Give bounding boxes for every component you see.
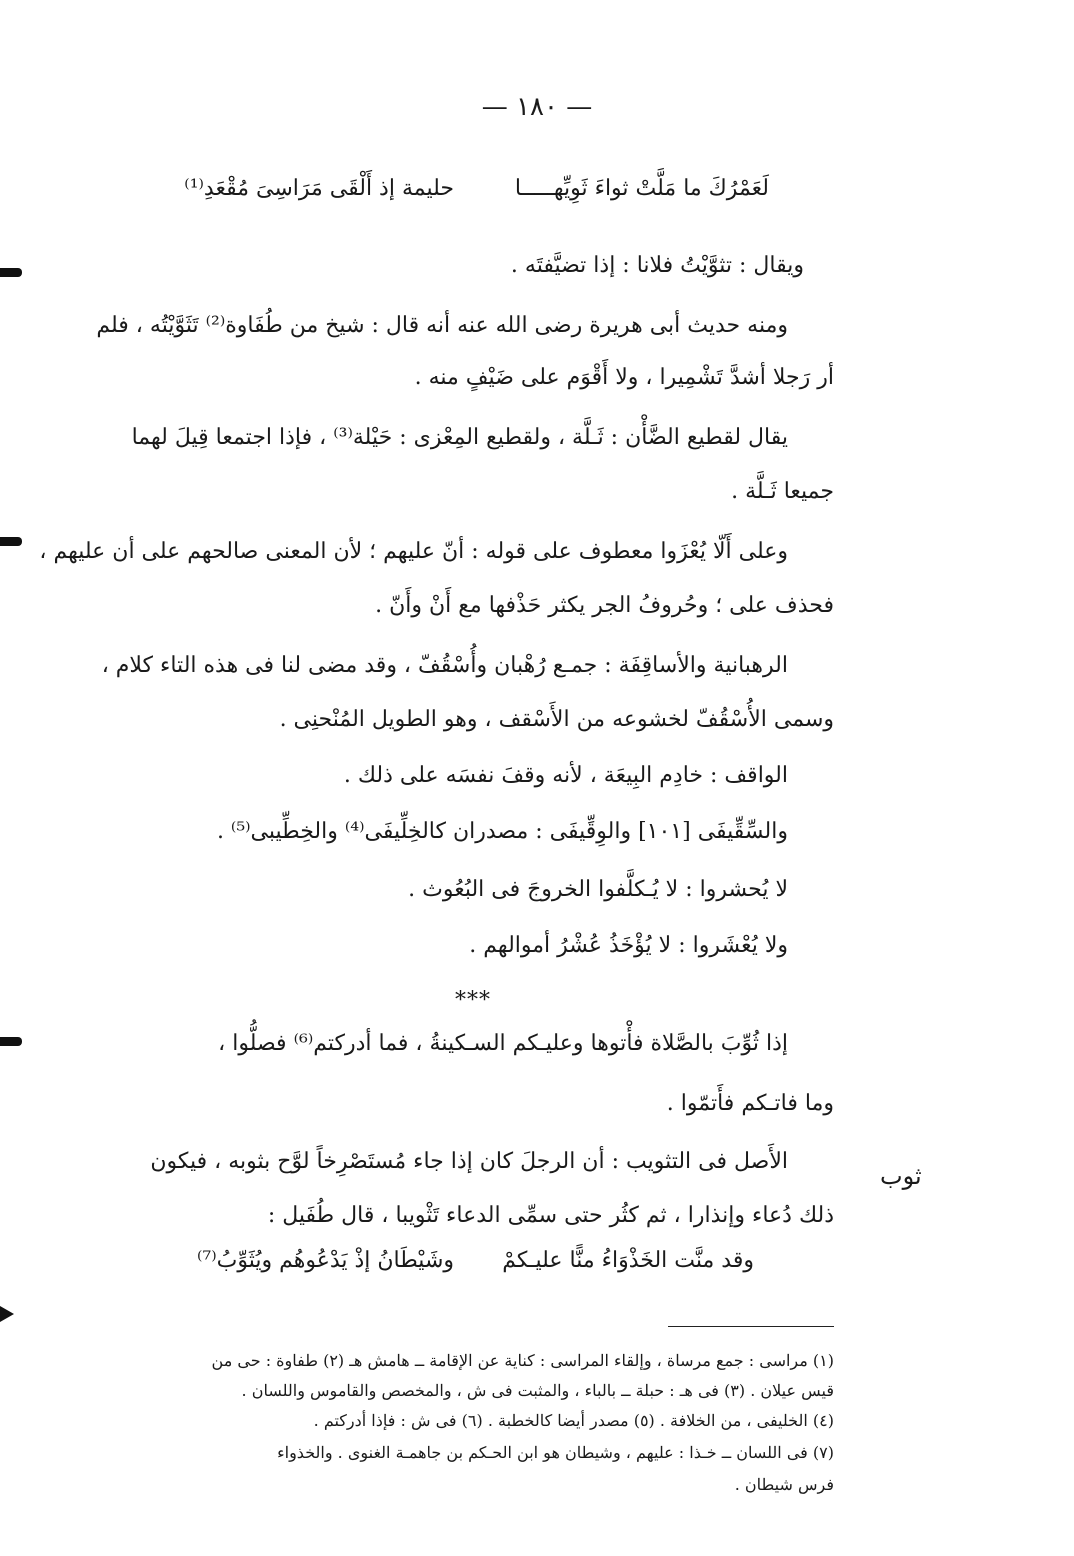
page-number: — ١٨٠ — <box>481 92 593 122</box>
footnote-divider <box>668 1326 834 1327</box>
text-line: الرهبانية والأساقِفَة : جمـع رُهْبان وأُسْقُفّ ، وقد مضى لنا فى هذه التاء كلام ، <box>101 653 788 678</box>
text-line: وسمى الأُسْقُفّ لخشوعه من الأَسْقف ، وهو الطويل المُنْحنِى . <box>279 707 834 732</box>
footnote-line: قيس عيلان . (٣) فى هـ : حبلة ــ بالباء ، والمثبت فى ش ، والمخصص والقاموس واللسان . <box>241 1381 834 1400</box>
text-line: أر رَجلا أشدَّ تَشْمِيرا ، ولا أَقْوَم على ضَيْفٍ منه . <box>414 365 834 390</box>
text-line: فحذف على ؛ وحُروفُ الجر يكثر حَذْفها مع أَنْ وأَنّ . <box>375 593 834 618</box>
text-line: ومنه حديث أبى هريرة رضى الله عنه أنه قال : شيخ من طُفَاوة⁽²⁾ تَثَوَّيْتُه ، فلم <box>96 313 788 338</box>
text-line: والسِّقِّيفَى [١٠١] والوِقِّيفَى : مصدران كالخِلِّيفَى⁽⁴⁾ والخِطِّيبى⁽⁵⁾ . <box>216 819 788 844</box>
footnote-line: فرس شيطان . <box>734 1475 834 1494</box>
footnote-line: (٤) الخليفى ، من الخلافة . (٥) مصدر أيضا كالخطبة . (٦) فى ش : فإذا أدركتم . <box>313 1411 834 1430</box>
hadith-line: وما فاتـكم فأَتمّوا . <box>666 1091 834 1116</box>
margin-keyword: ثوب <box>880 1162 922 1190</box>
text-line: يقال لقطيع الضَّأْن : ثَـلَّة ، ولقطيع المِعْزى : حَيْلة⁽³⁾ ، فإذا اجتمعا قِيلَ لهما <box>131 425 788 450</box>
footnote-line: (٧) فى اللسان ــ خـذا : عليهم ، وشيطان هو ابن الحـكم بن جاهمـة الغنوى . والخذواء <box>277 1443 834 1462</box>
text-line: لا يُحشروا : لا يُـكلَّفوا الخروجَ فى البُعُوث . <box>408 877 788 902</box>
hadith-line: إذا ثُوِّبَ بالصَّلاة فأْتوها وعليـكم السـكينةُ ، فما أدركتم⁽⁶⁾ فصلُّوا ، <box>218 1031 788 1056</box>
text-line: الأَصل فى التثويب : أن الرجلَ كان إذا جاء مُستَصْرِخاً لوَّح بثوبه ، فيكون <box>150 1149 788 1174</box>
page-edge-mark <box>0 537 22 546</box>
page-edge-mark <box>0 268 22 277</box>
verse-1-second-hemistich: حليمة إذ أَلْقَى مَرَاسِىَ مُقْعَدِ⁽¹⁾ <box>184 176 454 201</box>
verse-2-second-hemistich: وشَيْطَانُ إذْ يَدْعُوهُم ويُثَوِّبُ⁽⁷⁾ <box>197 1248 454 1273</box>
page-edge-mark <box>0 1037 22 1046</box>
text-line: ولا يُعْشَروا : لا يُؤْخَذُ عُشْرُ أموالهم . <box>469 933 788 958</box>
page-edge-arrow <box>0 1306 14 1322</box>
text-line: جميعا ثَـلَّة . <box>731 479 834 504</box>
text-line: ذلك دُعاء وإنذارا ، ثم كثُر حتى سمِّى الدعاء تَثْويبا ، قال طُفَيل : <box>267 1203 834 1228</box>
text-line: الواقف : خادِم البِيعَة ، لأنه وقفَ نفسَه على ذلك . <box>343 763 788 788</box>
text-line: ويقال : تثوَّيْتُ فلانا : إذا تضيَّفتَه . <box>510 253 804 278</box>
footnote-line: (١) مراسى : جمع مرساة ، وإلقاء المراسى : كناية عن الإقامة ــ هامش هـ (٢) طفاوة : حى من <box>211 1351 834 1370</box>
text-line: وعلى أَلّا يُعْزَوا معطوف على قوله : أنّ عليهم ؛ لأن المعنى صالحهم على أن عليهم ، <box>39 539 788 564</box>
verse-2-first-hemistich: وقد منَّت الخَذْوَاءُ منًّا عليـكمْ <box>502 1248 754 1273</box>
verse-1-first-hemistich: لَعَمْرُكَ ما مَلَّتْ ثواءَ ثَوِيِّهـــــا <box>514 176 769 201</box>
section-separator: *** <box>455 988 491 1013</box>
